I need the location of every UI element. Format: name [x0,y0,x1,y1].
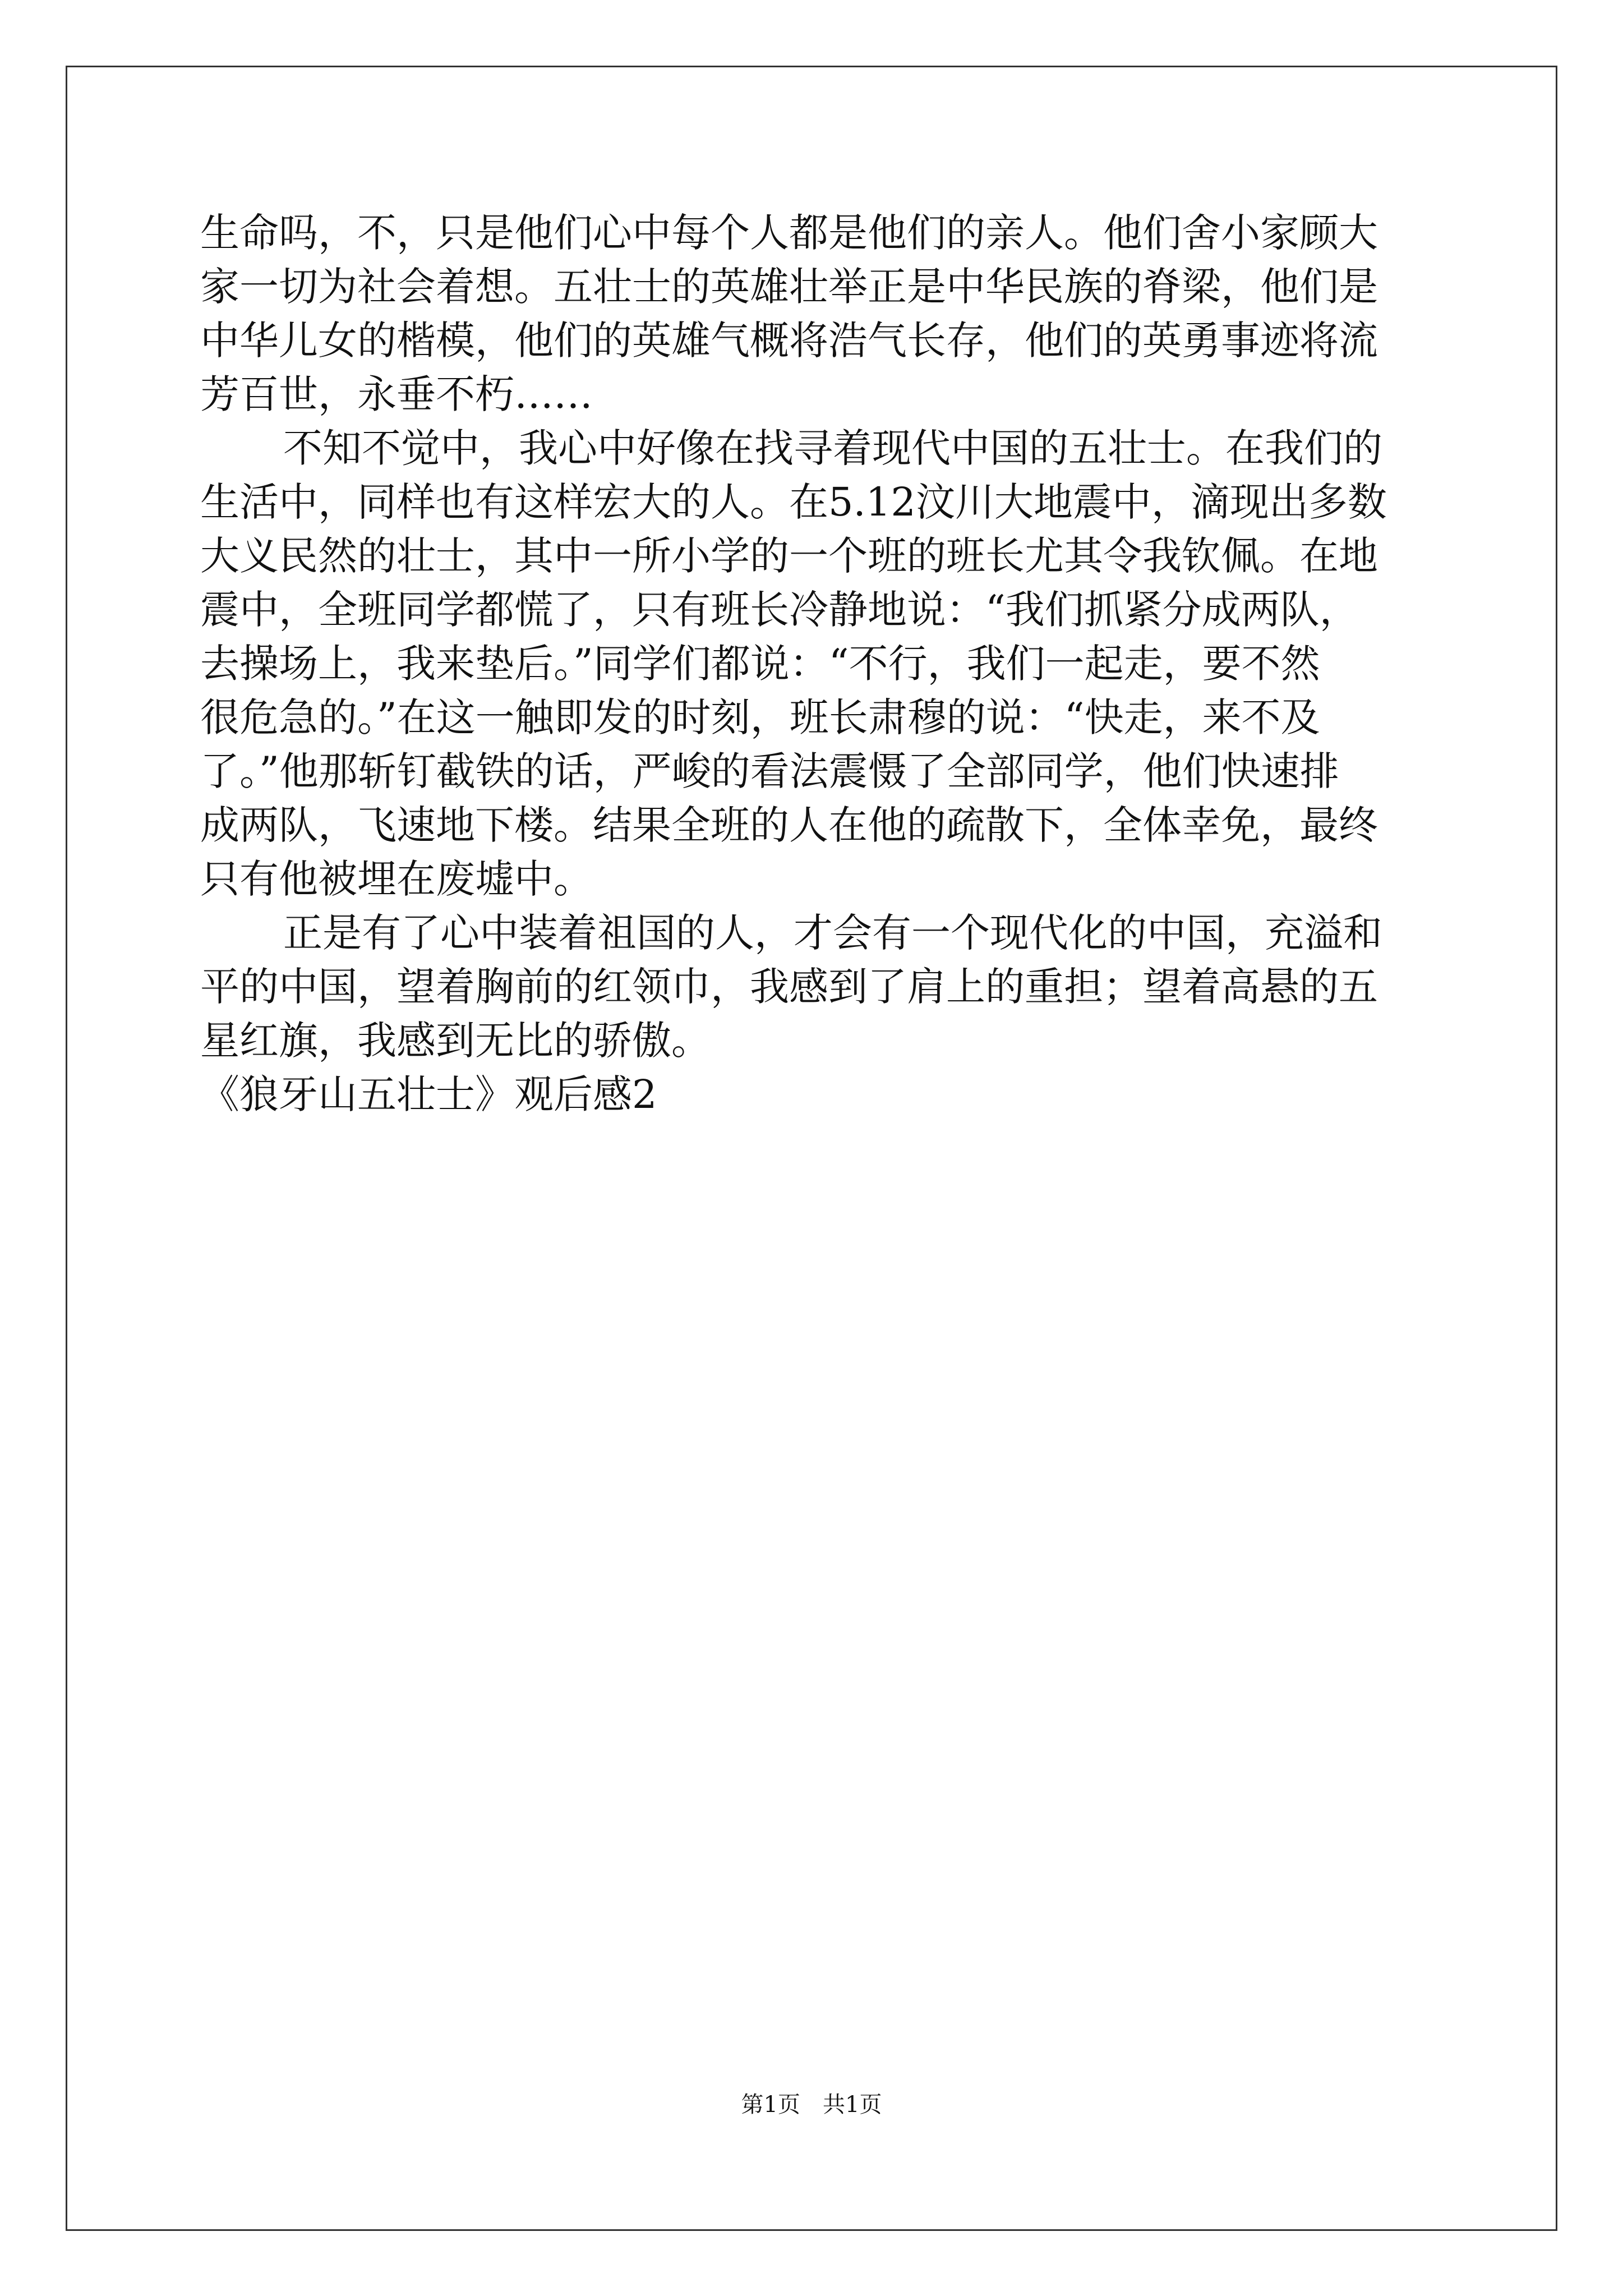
text-line: 中华儿女的楷模，他们的英雄气概将浩气长存，他们的英勇事迹将流 [200,318,1378,364]
text-line: 家一切为社会着想。五壮士的英雄壮举正是中华民族的脊梁，他们是 [200,264,1378,310]
text-line: 星红旗，我感到无比的骄傲。 [200,1018,711,1064]
text-line: 去操场上，我来垫后。”同学们都说：“不行，我们一起走，要不然 [200,641,1320,687]
text-line: 只有他被埋在废墟中。 [200,856,593,902]
page-number-footer: 第1页 共1页 [741,2092,882,2118]
text-line: 了。”他那斩钉截铁的话，严峻的看法震慑了全部同学，他们快速排 [200,748,1339,794]
text-line: 生活中，同样也有这样宏大的人。在5.12汶川大地震中，滴现出多数 [200,479,1387,525]
text-line: 成两队，飞速地下楼。结果全班的人在他的疏散下，全体幸免，最终 [200,802,1378,848]
text-line: 芳百世，永垂不朽…… [200,371,593,417]
text-line: 平的中国，望着胸前的红领巾，我感到了肩上的重担；望着高悬的五 [200,964,1378,1010]
text-line: 生命吗，不，只是他们心中每个人都是他们的亲人。他们舍小家顾大 [200,210,1378,256]
paragraph-start-line: 正是有了心中装着祖国的人，才会有一个现代化的中国，充溢和 [283,910,1382,956]
section-title: 《狼牙山五壮士》观后感2 [200,1071,657,1117]
text-line: 大义民然的壮士，其中一所小学的一个班的班长尤其令我钦佩。在地 [200,533,1378,579]
text-line: 震中，全班同学都慌了，只有班长冷静地说：“我们抓紧分成两队， [200,587,1359,633]
text-line: 很危急的。”在这一触即发的时刻，班长肃穆的说：“快走，来不及 [200,694,1320,740]
paragraph-start-line: 不知不觉中，我心中好像在找寻着现代中国的五壮士。在我们的 [283,425,1382,471]
